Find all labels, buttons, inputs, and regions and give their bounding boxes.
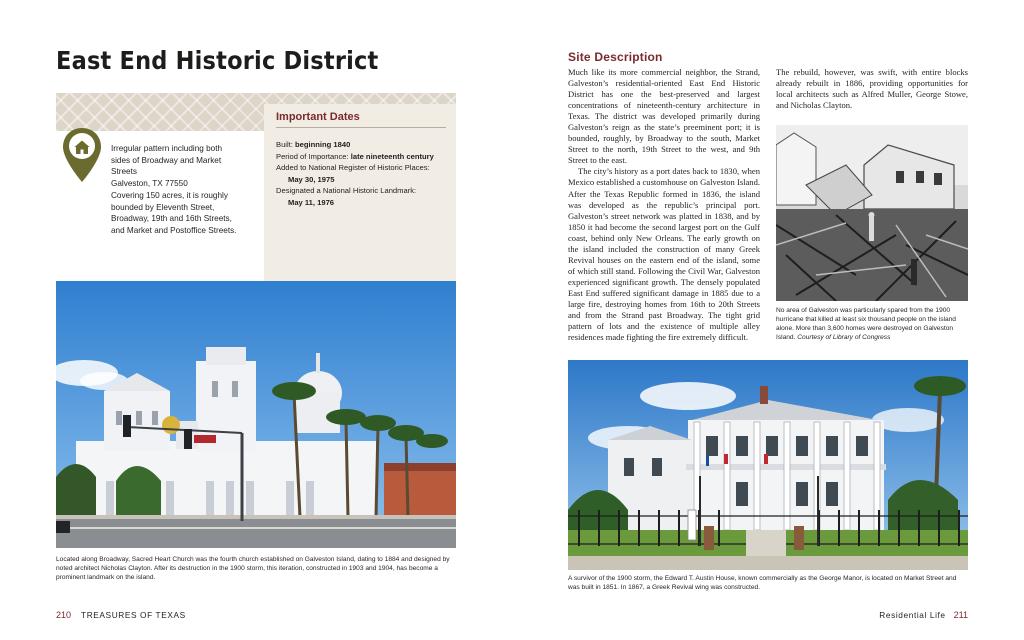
body-column-2 — [776, 67, 968, 111]
austin-house-photo — [568, 360, 968, 570]
body-paragraph: The city’s history as a port dates back to 1830, when Mexico established a customhouse on Galveston Island. After the Texas Republic formed in 1836, the island was developed as the republic’s principal port. Galveston’s street network was platted in 1838, and by 1850 it had become the second largest port on the Gulf coast, behind only New Orleans. The early growth on the island included the construction of many Greek Revival houses on the eastern end of the island, some of which still stand. Following the Civil War, Galveston experienced significant growth. The densely populated East End suffered significant damage in 1885 due to a large fire, destroying homes from 16th to 20th Streets and from the Strand past Broadway. The tight grid pattern of lots and the existence of multiple alley residences made fighting the fire extremely difficult. — [568, 166, 760, 343]
church-photo-caption: Located along Broadway, Sacred Heart Church was the fourth church established on Galveston Island, dating to 1884 and designed by noted architect Nicholas Clayton. After its destruction in the 1900 storm, this iteration, constructed in 1903 and 1904, has become a prominent landmark on the island. — [56, 556, 450, 581]
period-value: late nineteenth century — [350, 151, 434, 161]
register-value-row — [276, 174, 452, 186]
landmark-value-row — [276, 197, 452, 209]
address-line: Galveston, TX 77550 — [111, 179, 188, 189]
sacred-heart-church-photo — [56, 281, 456, 548]
map-pin-icon — [61, 126, 103, 184]
body-column-1 — [568, 67, 760, 343]
address-line: and Market and Postoffice Streets. — [111, 225, 237, 235]
important-dates-box — [264, 104, 456, 281]
left-folio — [56, 610, 186, 620]
period-label: Period of Importance: — [276, 151, 349, 161]
house-photo-caption: A survivor of the 1900 storm, the Edward T. Austin House, known commercially as the George Manor, is located on Market Street and was built in 1851. In 1867, a Greek Revival wing was constructed. — [568, 575, 957, 591]
landmark-label: Designated a National Historic Landmark: — [276, 186, 417, 196]
right-folio — [879, 610, 968, 620]
address-line: Covering 150 acres, it is roughly — [111, 190, 228, 200]
register-label: Added to National Register of Historic Places: — [276, 163, 430, 173]
storm-caption-text: No area of Galveston was particularly spared from the 1900 hurricane that killed at least six thousand people on the island alone. More than 3,600 homes were destroyed on Galveston Island. — [776, 307, 956, 341]
location-address — [111, 143, 261, 237]
address-line: Broadway, 19th and 16th Streets, — [111, 214, 232, 224]
page-title: East End Historic District — [56, 46, 379, 75]
landmark-value: May 11, 1976 — [288, 197, 335, 207]
built-row — [276, 139, 452, 151]
body-paragraph: Much like its more commercial neighbor, the Strand, Galveston’s residential-oriented East End Historic District has one the best-preserved and largest concentrations of nineteenth-century architecture in Texas. The district was developed primarily during Galveston’s reign as the state’s preeminent port; it is bounded, roughly, by Broadway to the south, Market Street to the north, 19th Street to the west, and 9th Street to the east. — [568, 67, 760, 166]
built-value: beginning 1840 — [295, 140, 351, 149]
body-paragraph: The rebuild, however, was swift, with entire blocks already rebuilt in 1886, providing opportunities for local architects such as Alfred Muller, George Stowe, and Nicholas Clayton. — [776, 67, 968, 111]
site-description-heading: Site Description — [568, 50, 663, 64]
address-line: Irregular pattern including both — [111, 144, 223, 153]
built-label: Built: — [276, 140, 293, 149]
address-line: bounded by Eleventh Street, — [111, 202, 215, 212]
divider — [276, 127, 446, 128]
important-dates-heading: Important Dates — [276, 111, 360, 123]
right-page-number: 211 — [953, 610, 968, 620]
storm-photo-caption — [776, 307, 968, 343]
address-line: Streets — [111, 167, 137, 177]
storm-damage-photo — [776, 125, 968, 301]
register-value: May 30, 1975 — [288, 174, 335, 184]
address-line: sides of Broadway and Market — [111, 155, 222, 165]
storm-photo-credit: Courtesy of Library of Congress — [797, 333, 891, 341]
important-dates-list — [276, 139, 452, 209]
period-row — [276, 151, 452, 163]
left-page-number: 210 — [56, 610, 72, 620]
section-name: Residential Life — [879, 610, 946, 620]
book-title: TREASURES OF TEXAS — [81, 610, 186, 620]
